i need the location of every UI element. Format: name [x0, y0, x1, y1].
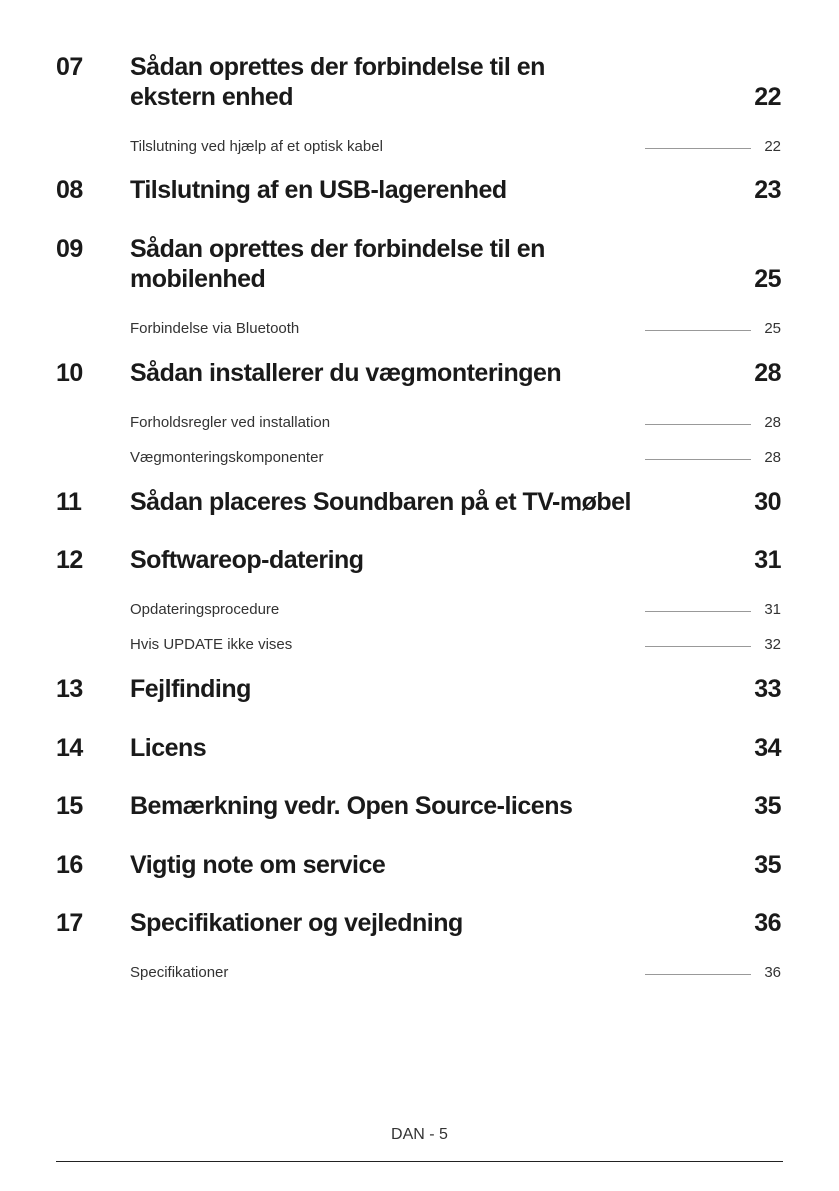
chapter-title[interactable]: Softwareop-datering: [130, 546, 364, 574]
chapter-number: 10: [56, 359, 83, 387]
toc-subsection[interactable]: [0, 963, 839, 983]
subsection-title[interactable]: Specifikationer: [130, 964, 229, 981]
chapter-number: 08: [56, 176, 83, 204]
chapter-page: 35: [754, 792, 781, 820]
toc-subsection[interactable]: [0, 319, 839, 339]
subsection-title[interactable]: Forholdsregler ved installation: [130, 414, 331, 431]
chapter-page: 34: [754, 734, 781, 762]
chapter-title[interactable]: Bemærkning vedr. Open Source-licens: [130, 792, 573, 820]
chapter-title[interactable]: Specifikationer og vejledning: [130, 909, 463, 937]
chapter-number: 09: [56, 235, 83, 263]
chapter-number: 12: [56, 546, 83, 574]
leader-line: [645, 148, 751, 149]
chapter-page: 23: [754, 176, 781, 204]
chapter-number: 17: [56, 909, 83, 937]
chapter-number: 15: [56, 792, 83, 820]
subsection-title[interactable]: Hvis UPDATE ikke vises: [130, 636, 293, 653]
subsection-page: 36: [764, 964, 781, 981]
chapter-title[interactable]: Sådan oprettes der forbindelse til en ekstern enhed: [130, 53, 545, 111]
chapter-number: 07: [56, 53, 83, 81]
leader-line: [645, 459, 751, 460]
subsection-page: 28: [764, 414, 781, 431]
leader-line: [645, 974, 751, 975]
leader-line: [645, 330, 751, 331]
page-number-label: DAN - 5: [391, 1126, 448, 1143]
chapter-page: 30: [754, 488, 781, 516]
subsection-page: 22: [764, 138, 781, 155]
chapter-page: 22: [754, 83, 781, 111]
leader-line: [645, 646, 751, 647]
chapter-number: 14: [56, 734, 83, 762]
subsection-title[interactable]: Opdateringsprocedure: [130, 601, 280, 618]
chapter-page: 25: [754, 265, 781, 293]
footer-divider: [56, 1161, 783, 1162]
chapter-title[interactable]: Licens: [130, 734, 207, 762]
chapter-title[interactable]: Sådan oprettes der forbindelse til en mobilenhed: [130, 235, 545, 293]
subsection-page: 32: [764, 636, 781, 653]
toc-subsection[interactable]: [0, 600, 839, 620]
chapter-number: 16: [56, 851, 83, 879]
chapter-title[interactable]: Sådan placeres Soundbaren på et TV-møbel: [130, 488, 631, 516]
chapter-title[interactable]: Sådan installerer du vægmonteringen: [130, 359, 562, 387]
subsection-title[interactable]: Forbindelse via Bluetooth: [130, 320, 300, 337]
chapter-title[interactable]: Vigtig note om service: [130, 851, 386, 879]
chapter-title[interactable]: Fejlfinding: [130, 675, 251, 703]
toc-subsection[interactable]: [0, 137, 839, 157]
subsection-page: 31: [764, 601, 781, 618]
subsection-page: 25: [764, 320, 781, 337]
chapter-page: 35: [754, 851, 781, 879]
chapter-page: 31: [754, 546, 781, 574]
leader-line: [645, 611, 751, 612]
chapter-page: 33: [754, 675, 781, 703]
subsection-title[interactable]: Tilslutning ved hjælp af et optisk kabel: [130, 138, 383, 155]
subsection-title[interactable]: Vægmonteringskomponenter: [130, 449, 324, 466]
toc-subsection[interactable]: [0, 413, 839, 433]
chapter-page: 36: [754, 909, 781, 937]
chapter-page: 28: [754, 359, 781, 387]
toc-subsection[interactable]: [0, 635, 839, 655]
chapter-number: 11: [56, 488, 82, 516]
toc-subsection[interactable]: [0, 448, 839, 468]
chapter-number: 13: [56, 675, 83, 703]
chapter-title[interactable]: Tilslutning af en USB-lagerenhed: [130, 176, 507, 204]
leader-line: [645, 424, 751, 425]
subsection-page: 28: [764, 449, 781, 466]
